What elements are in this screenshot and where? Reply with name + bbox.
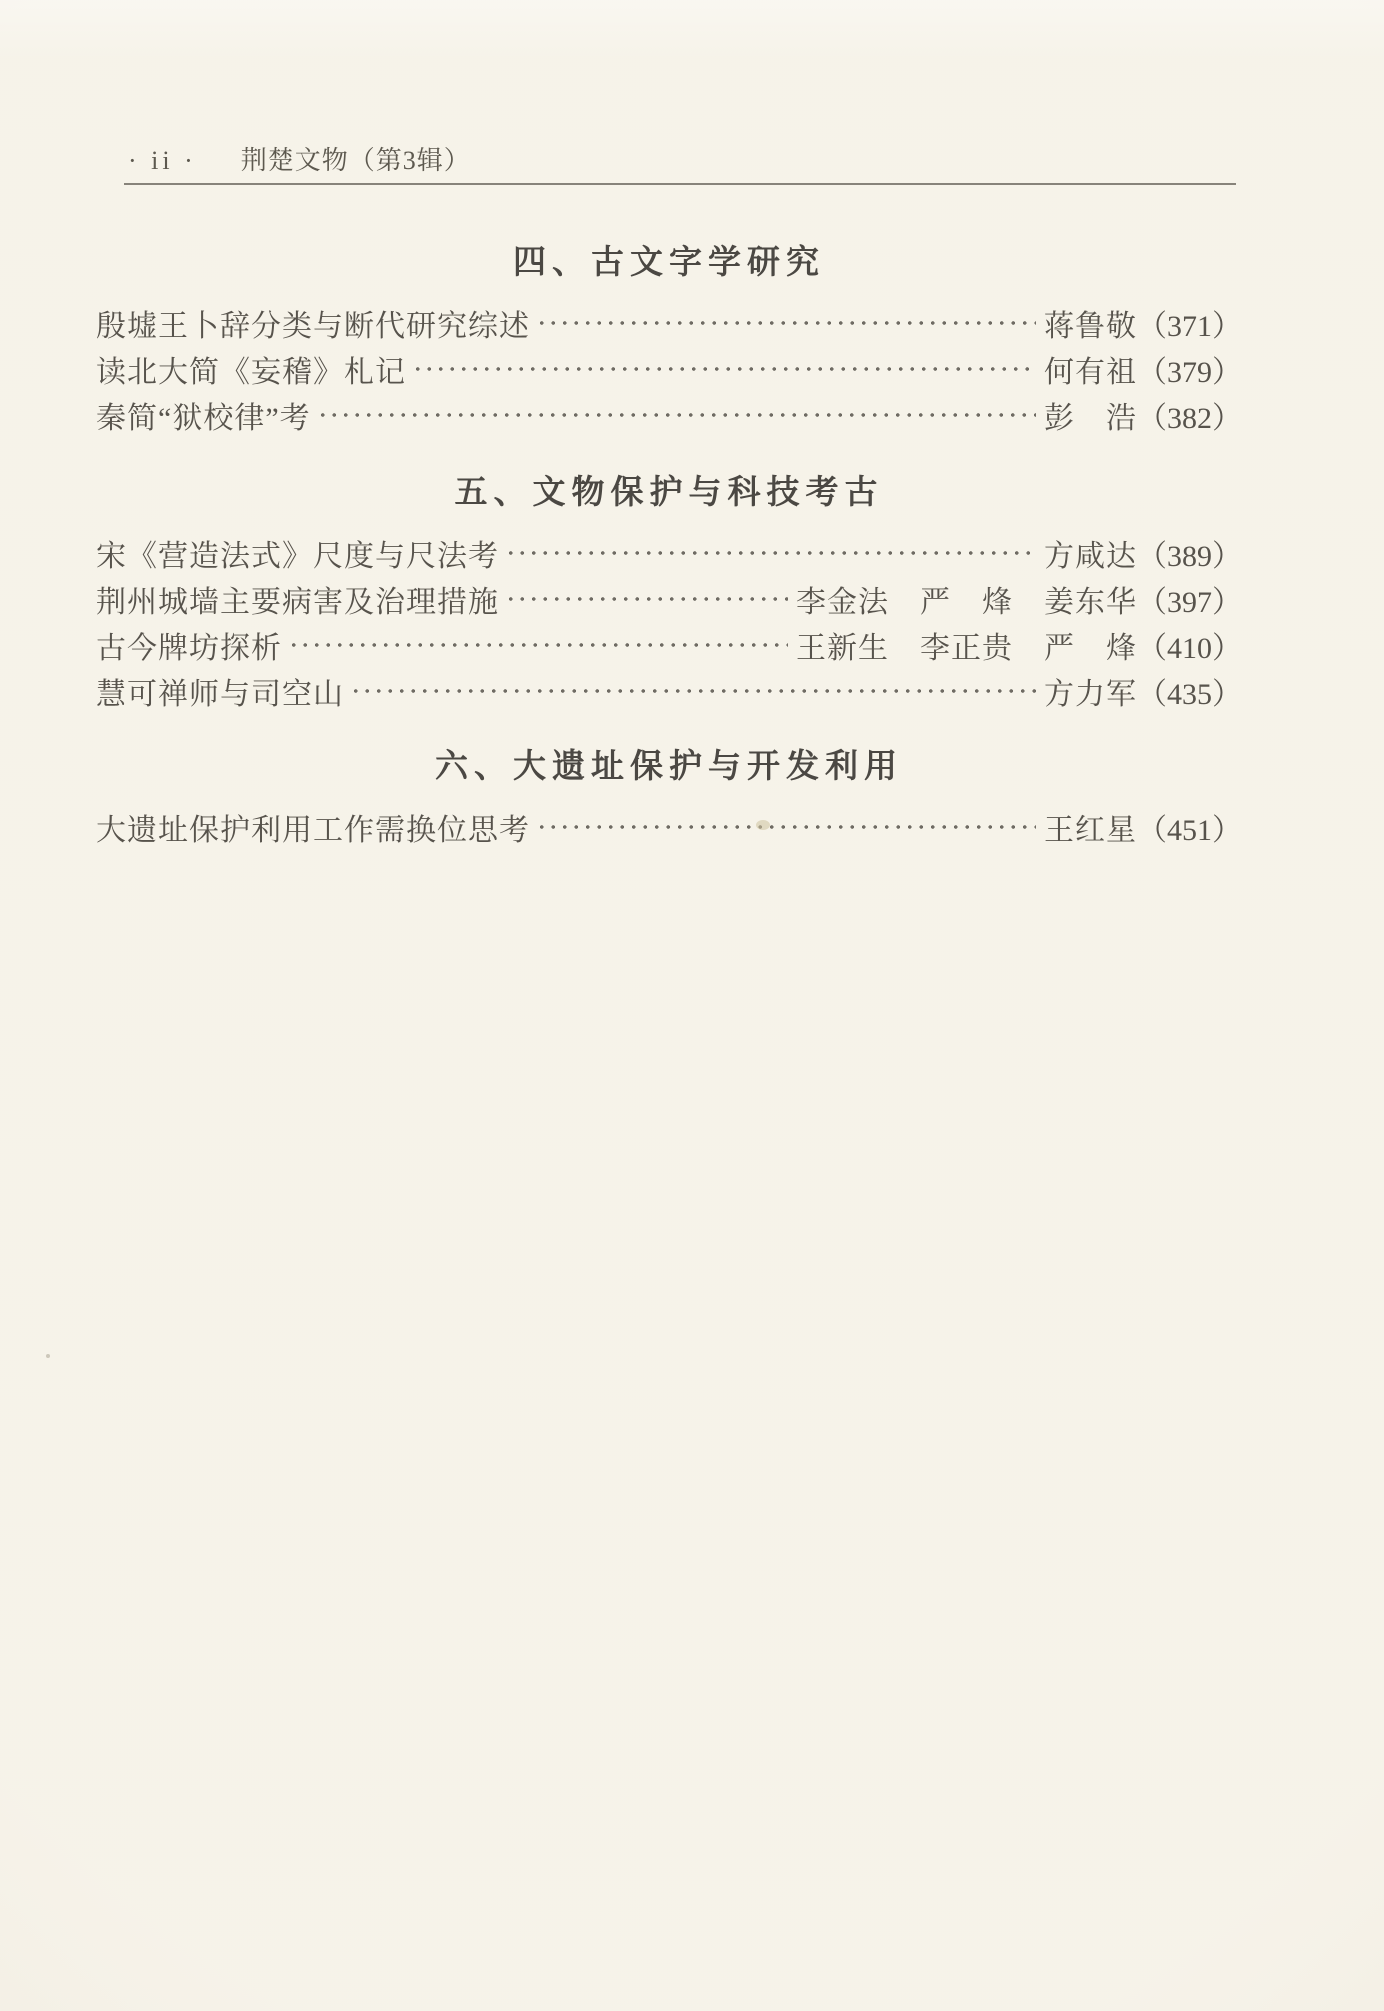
- dot-leader: [288, 638, 788, 652]
- entry-title: 慧可禅师与司空山: [96, 678, 344, 711]
- entry-page-number: （382）: [1137, 402, 1242, 435]
- entry-authors: 方咸达: [1044, 540, 1137, 573]
- toc-entry: [96, 346, 1242, 392]
- dot-leader: [317, 408, 1036, 422]
- scan-smudge: [756, 820, 770, 830]
- entry-page-number: （389）: [1137, 540, 1242, 573]
- section-heading-5: 五、文物保护与科技考古: [454, 473, 884, 510]
- scan-speck: [46, 1354, 50, 1358]
- toc-entry: [96, 392, 1242, 438]
- entry-title: 秦简“狱校律”考: [96, 402, 311, 435]
- entry-title: 读北大简《妄稽》札记: [96, 356, 406, 389]
- entry-page-number: （397）: [1137, 586, 1242, 619]
- section-4-entries: [96, 300, 1242, 438]
- entry-title: 荆州城墙主要病害及治理措施: [96, 586, 499, 619]
- page-number-marker: · ii ·: [128, 146, 197, 175]
- entry-page-number: （379）: [1137, 356, 1242, 389]
- dot-leader: [350, 684, 1036, 698]
- entry-authors: 蒋鲁敬: [1044, 310, 1137, 343]
- dot-leader: [536, 820, 1036, 834]
- entry-authors: 李金法 严 烽 姜东华: [796, 586, 1137, 619]
- dot-leader: [412, 362, 1036, 376]
- toc-entry: [96, 668, 1242, 714]
- entry-authors: 彭 浩: [1044, 402, 1137, 435]
- running-header: [128, 140, 471, 177]
- toc-entry: [96, 576, 1242, 622]
- dot-leader: [505, 546, 1036, 560]
- toc-entry: [96, 804, 1242, 850]
- section-heading-4: 四、古文字学研究: [513, 243, 825, 280]
- entry-page-number: （371）: [1137, 310, 1242, 343]
- dot-leader: [536, 316, 1036, 330]
- entry-authors: 王新生 李正贵 严 烽: [796, 632, 1137, 665]
- entry-title: 殷墟王卜辞分类与断代研究综述: [96, 310, 530, 343]
- header-rule: [124, 183, 1236, 185]
- toc-entry: [96, 300, 1242, 346]
- section-heading-6: 六、大遗址保护与开发利用: [435, 747, 903, 784]
- entry-title: 宋《营造法式》尺度与尺法考: [96, 540, 499, 573]
- entry-page-number: （451）: [1137, 814, 1242, 847]
- entry-authors: 王红星: [1044, 814, 1137, 847]
- entry-title: 大遗址保护利用工作需换位思考: [96, 814, 530, 847]
- entry-page-number: （410）: [1137, 632, 1242, 665]
- entry-title: 古今牌坊探析: [96, 632, 282, 665]
- toc-entry: [96, 530, 1242, 576]
- toc-entry: [96, 622, 1242, 668]
- book-title: 荆楚文物（第3辑）: [240, 146, 471, 175]
- section-6-entries: [96, 804, 1242, 850]
- entry-authors: 何有祖: [1044, 356, 1137, 389]
- dot-leader: [505, 592, 788, 606]
- section-5-entries: [96, 530, 1242, 714]
- entry-page-number: （435）: [1137, 678, 1242, 711]
- entry-authors: 方力军: [1044, 678, 1137, 711]
